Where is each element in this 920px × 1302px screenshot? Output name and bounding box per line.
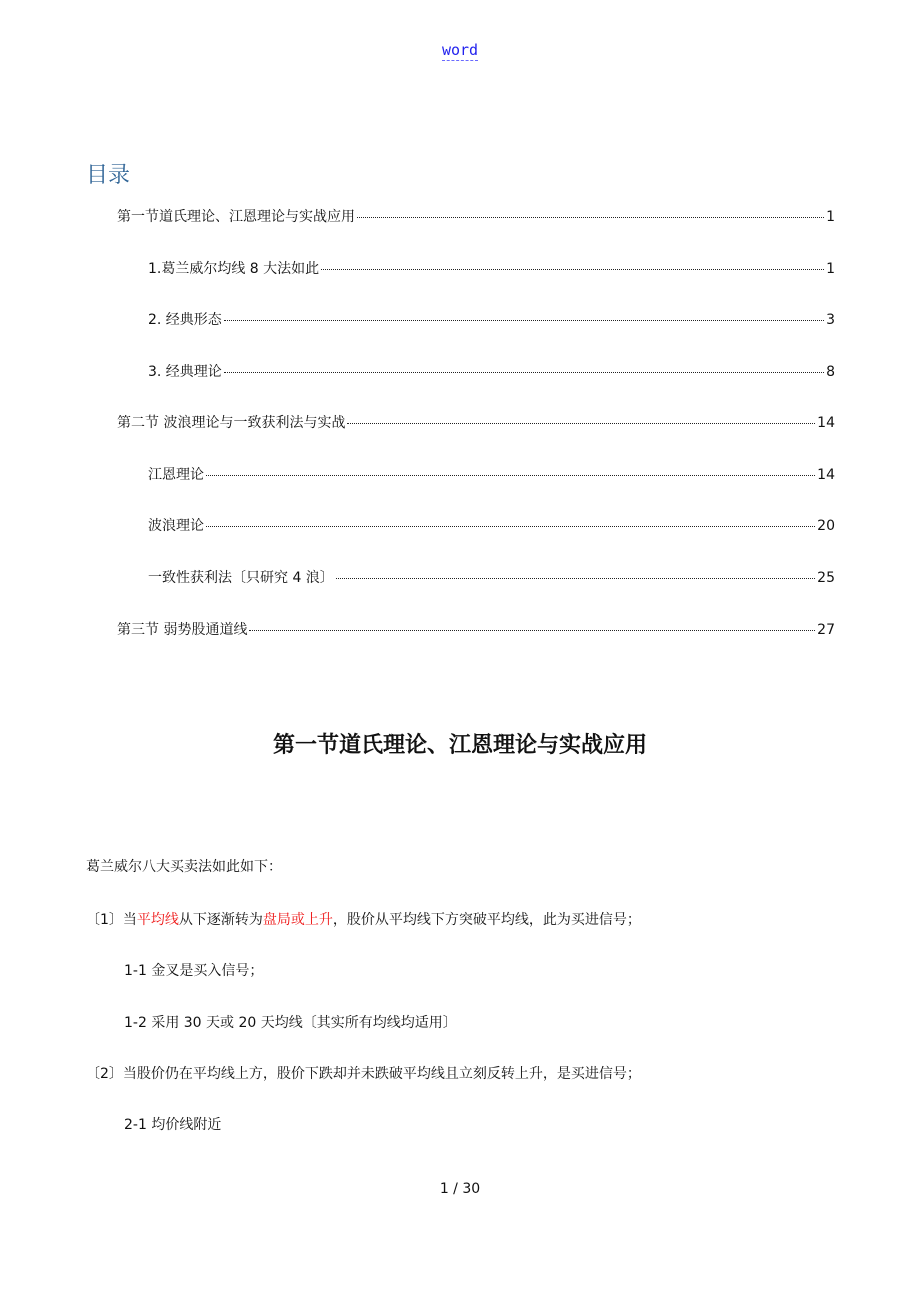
- toc-entry-page: 8: [826, 364, 835, 380]
- toc-entry-label: 第三节 弱势股通道线: [117, 622, 248, 638]
- toc-entry-label: 第一节道氏理论、江恩理论与实战应用: [117, 209, 355, 225]
- dot-leader: [357, 217, 824, 218]
- highlight-text: 平均线: [136, 912, 179, 928]
- dot-leader: [224, 320, 824, 321]
- toc-entry-label: 3. 经典理论: [148, 364, 222, 380]
- toc-entry[interactable]: [148, 258, 835, 278]
- toc-entry-label: 第二节 波浪理论与一致获利法与实战: [117, 415, 346, 431]
- toc-entry[interactable]: [148, 515, 835, 535]
- rule-1-prefix: 〔1〕当: [86, 912, 137, 928]
- dot-leader: [347, 423, 815, 424]
- highlight-text: 盘局或上升: [262, 912, 333, 928]
- toc-entry-page: 1: [826, 261, 835, 277]
- toc-entry[interactable]: [117, 206, 835, 226]
- toc-entry[interactable]: [148, 361, 835, 381]
- toc-entry[interactable]: [117, 619, 835, 639]
- toc-entry[interactable]: [148, 464, 835, 484]
- toc-entry-page: 3: [826, 312, 835, 328]
- toc-heading: 目录: [86, 163, 131, 188]
- intro-paragraph: 葛兰威尔八大买卖法如此如下：: [86, 859, 282, 875]
- dot-leader: [206, 475, 815, 476]
- rule-2-paragraph: 〔2〕当股价仍在平均线上方，股价下跌却并未跌破平均线且立刻反转上升，是买进信号；: [86, 1066, 641, 1082]
- toc-entry-page: 20: [817, 518, 835, 534]
- toc-entry-page: 14: [817, 467, 835, 483]
- page-header: [0, 41, 920, 59]
- dot-leader: [336, 578, 815, 579]
- toc-entry-label: 2. 经典形态: [148, 312, 222, 328]
- dot-leader: [249, 630, 815, 631]
- toc-entry[interactable]: [148, 309, 835, 329]
- toc-entry-page: 14: [817, 415, 835, 431]
- header-link[interactable]: word: [441, 41, 479, 59]
- toc-entry-page: 27: [817, 622, 835, 638]
- rule-1-mid: 从下逐渐转为: [178, 912, 263, 928]
- dot-leader: [321, 269, 824, 270]
- toc-entry-page: 25: [817, 570, 835, 586]
- item-2-1: 2-1 均价线附近: [124, 1117, 222, 1133]
- page-number: 1 / 30: [439, 1181, 481, 1197]
- toc-entry[interactable]: [148, 567, 835, 587]
- dot-leader: [224, 372, 824, 373]
- toc-entry-page: 1: [826, 209, 835, 225]
- rule-1-paragraph: [86, 909, 641, 929]
- item-1-1: 1-1 金叉是买入信号；: [124, 963, 264, 979]
- section-title: 第一节道氏理论、江恩理论与实战应用: [272, 733, 647, 758]
- toc-entry[interactable]: [117, 412, 835, 432]
- toc-entry-label: 一致性获利法〔只研究 4 浪〕: [148, 570, 334, 586]
- toc-entry-label: 江恩理论: [148, 467, 204, 483]
- item-1-2: 1-2 采用 30 天或 20 天均线〔其实所有均线均适用〕: [124, 1015, 457, 1031]
- toc-entry-label: 波浪理论: [148, 518, 204, 534]
- rule-1-suffix: ，股价从平均线下方突破平均线，此为买进信号；: [332, 912, 641, 928]
- toc-entry-label: 1.葛兰威尔均线 8 大法如此: [148, 261, 320, 277]
- dot-leader: [206, 526, 815, 527]
